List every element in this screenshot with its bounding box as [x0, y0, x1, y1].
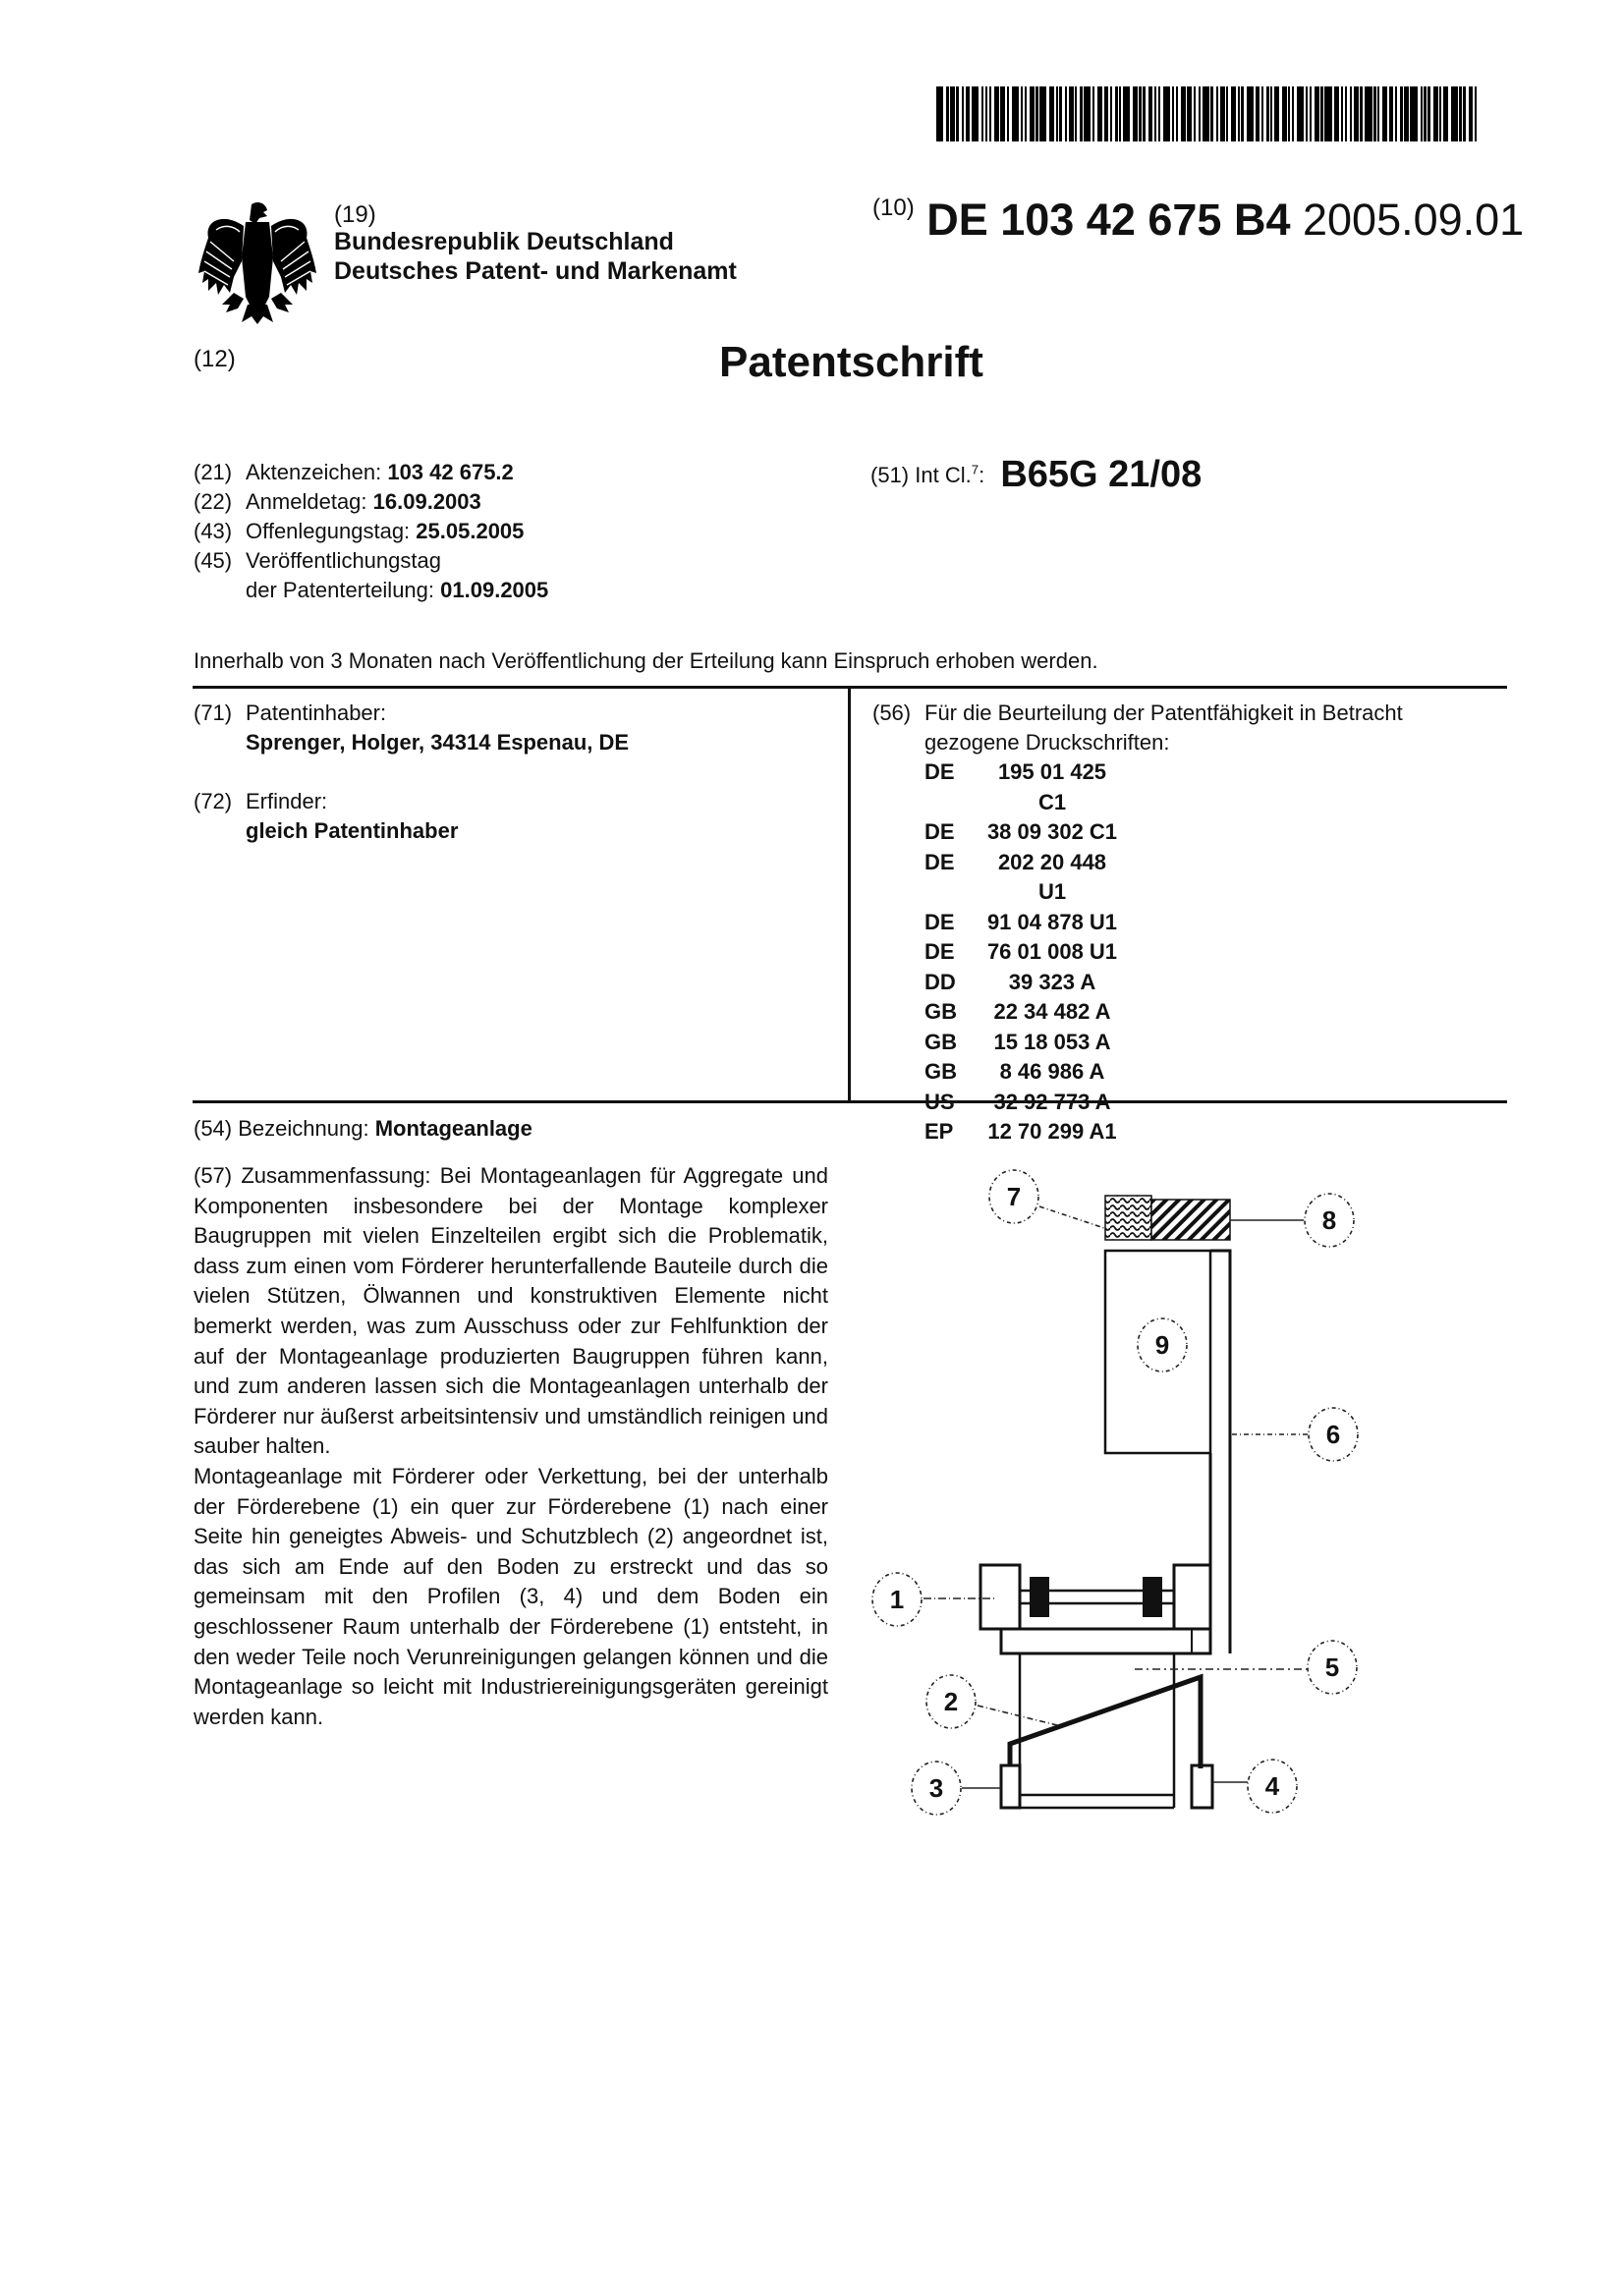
reference-numeral-3: 3 — [928, 1773, 944, 1803]
reference-numeral-6: 6 — [1325, 1420, 1341, 1449]
international-classification — [870, 454, 1202, 496]
citation-number: 15 18 053 A — [993, 1029, 1111, 1054]
citation-country: EP — [924, 1119, 954, 1144]
citation-country: DE — [924, 849, 955, 874]
deflector-plate-2 — [1010, 1677, 1201, 1768]
inid-56: (56) — [872, 700, 912, 725]
reference-numeral-7: 7 — [1006, 1182, 1022, 1211]
abstract-paragraph-1 — [194, 1161, 828, 1462]
citation-number: 91 04 878 U1 — [986, 909, 1118, 934]
title-label: Bezeichnung: — [238, 1116, 369, 1141]
application-number-label: Aktenzeichen: — [246, 460, 382, 484]
citation-country: GB — [924, 1059, 957, 1084]
publication-number: DE 103 42 675 B4 — [926, 195, 1291, 245]
filing-date: 16.09.2003 — [372, 489, 481, 514]
conveyor-left-block — [980, 1565, 1020, 1629]
abstract-paragraph-2: Montageanlage mit Förderer oder Verkettung, bei der unterhalb der Förderebene (1) ein quer zur Förderebene (1) nach einer Seite hin geneigtes Abweis- und Schutzblech (2) angeordnet ist, das sich am Ende auf den Boden zu erstreckt und das so gemeinsam mit den Profilen (3, 4) und dem Boden ein geschlossener Raum unterhalb der Förderebene (1) entsteht, in den weder Teile noch Verunreinigungen gelangen können und die Montageanlage so leicht mit Industriereinigungsgeräten gereinigt werden kann. — [194, 1463, 828, 1729]
citation-country: GB — [924, 999, 957, 1024]
citations-list — [872, 757, 1403, 1148]
profile-4 — [1192, 1765, 1212, 1808]
textured-element-7 — [1105, 1196, 1151, 1240]
citations-column — [872, 699, 1403, 1148]
citations-label: Für die Beurteilung der Patentfähigkeit in Betracht — [924, 700, 1403, 725]
filing-date-row — [194, 487, 548, 517]
citation-row — [872, 937, 1403, 968]
inid-54: (54) — [194, 1116, 233, 1141]
application-number-row — [194, 458, 548, 487]
proprietor-label-row — [194, 699, 629, 728]
inid-43: (43) — [194, 519, 233, 543]
citation-country: DD — [924, 969, 956, 994]
application-number: 103 42 675.2 — [387, 460, 514, 484]
inid-57: (57) — [194, 1163, 233, 1188]
abstract — [194, 1161, 828, 1732]
inid-72: (72) — [194, 789, 233, 813]
citation-number: 202 20 448 U1 — [997, 849, 1107, 904]
int-class-edition: 7 — [971, 462, 979, 477]
document-kind-title: Patentschrift — [719, 338, 983, 386]
citation-row — [872, 817, 1403, 848]
int-class-colon: : — [979, 463, 985, 487]
proprietor-name: Sprenger, Holger, 34314 Espenau, DE — [246, 730, 630, 755]
citation-number: 76 01 008 U1 — [986, 939, 1118, 964]
citation-row — [872, 997, 1403, 1028]
citation-country: DE — [924, 819, 955, 844]
grant-publication-label-2: der Patenterteilung: — [246, 578, 435, 602]
patent-drawing — [865, 1149, 1454, 1837]
laid-open-date-label: Offenlegungstag: — [246, 519, 411, 543]
invention-title: Montageanlage — [374, 1116, 532, 1141]
reference-numeral-4: 4 — [1264, 1771, 1280, 1801]
citation-row — [872, 757, 1403, 817]
patent-office-name: Deutsches Patent- und Markenamt — [334, 257, 737, 285]
country-name: Bundesrepublik Deutschland — [334, 228, 674, 255]
base-plate — [1001, 1629, 1210, 1653]
citation-number: 195 01 425 C1 — [997, 759, 1107, 814]
laid-open-date: 25.05.2005 — [416, 519, 525, 543]
citation-row — [872, 1057, 1403, 1088]
inventor-name: gleich Patentinhaber — [246, 818, 459, 843]
citation-country: DE — [924, 759, 955, 784]
hatched-element-8 — [1151, 1200, 1230, 1240]
inid-71: (71) — [194, 700, 233, 725]
conveyor-right-block — [1174, 1565, 1210, 1629]
citation-number: 32 92 773 A — [993, 1089, 1111, 1114]
reference-numeral-5: 5 — [1324, 1652, 1340, 1682]
citations-label-2: gezogene Druckschriften: — [924, 730, 1170, 755]
proprietor-label: Patentinhaber: — [246, 700, 387, 725]
grant-publication-date: 01.09.2005 — [440, 578, 549, 602]
reference-numeral-2: 2 — [943, 1687, 959, 1716]
reference-numeral-9: 9 — [1154, 1330, 1170, 1360]
federal-eagle-icon — [195, 198, 320, 326]
inventor-label: Erfinder: — [246, 789, 328, 813]
int-class-label: Int Cl. — [915, 463, 972, 487]
inid-21: (21) — [194, 460, 233, 484]
citation-country: GB — [924, 1029, 957, 1054]
citation-row — [872, 968, 1403, 998]
wheel-right — [1143, 1577, 1162, 1617]
abstract-label: Zusammenfassung: — [241, 1163, 431, 1188]
citation-number: 22 34 482 A — [993, 999, 1111, 1024]
publication-number-line — [872, 195, 1524, 246]
parties-column — [194, 699, 629, 846]
citation-row — [872, 848, 1403, 908]
citation-country: DE — [924, 939, 955, 964]
abstract-text-1: Bei Montageanlagen für Aggregate und Komponenten insbesondere bei der Montage komplexer Baugruppen mit vielen Einzelteilen ergibt sich die Problematik, dass zum einen vom Förderer herunterfallende Bauteile durch die vielen Stützen, Ölwannen und konstruktiven Elemente nicht bemerkt werden, was zum Ausschuss oder zur Fehlfunktion der auf der Montageanlage produzierten Baugruppen führen kann, und zum anderen lassen sich die Montageanlagen unterhalb der Förderer nur äußerst arbeitsintensiv und umständlich reinigen und sauber halten. — [194, 1163, 828, 1459]
table-column-divider — [848, 686, 851, 1102]
reference-numeral-1: 1 — [889, 1585, 905, 1614]
citation-number: 12 70 299 A1 — [987, 1119, 1117, 1144]
publication-date: 2005.09.01 — [1302, 195, 1525, 245]
int-class-value: B65G 21/08 — [1000, 454, 1203, 495]
citations-label-row — [872, 699, 1403, 728]
inid-51: (51) — [870, 463, 910, 487]
laid-open-date-row — [194, 517, 548, 546]
citation-country: DE — [924, 909, 955, 934]
citation-number: 8 46 986 A — [999, 1059, 1105, 1084]
inid-12: (12) — [194, 346, 236, 372]
inid-19: (19) — [334, 201, 376, 228]
leader-7 — [1039, 1206, 1104, 1228]
citation-row — [872, 1088, 1403, 1118]
citation-country: US — [924, 1089, 955, 1114]
citation-number: 39 323 A — [1008, 969, 1096, 994]
grant-publication-label: Veröffentlichungstag — [246, 548, 441, 573]
citation-row — [872, 908, 1403, 938]
inid-22: (22) — [194, 489, 233, 514]
citation-row — [872, 1028, 1403, 1058]
citation-row — [872, 1117, 1403, 1148]
reference-numeral-8: 8 — [1321, 1205, 1337, 1235]
inid-45: (45) — [194, 548, 233, 573]
profile-3 — [1001, 1765, 1020, 1808]
inventor-label-row — [194, 787, 629, 816]
opposition-notice: Innerhalb von 3 Monaten nach Veröffentlichung der Erteilung kann Einspruch erhoben werden. — [194, 648, 1098, 673]
floor-lines — [1001, 1795, 1174, 1808]
citation-number: 38 09 302 C1 — [986, 819, 1118, 844]
title-row — [194, 1116, 532, 1142]
wheel-left — [1030, 1577, 1049, 1617]
barcode-icon — [936, 86, 1512, 141]
grant-publication-row — [194, 546, 548, 576]
inid-10: (10) — [872, 195, 915, 221]
filing-date-label: Anmeldetag: — [246, 489, 367, 514]
bibliographic-data — [194, 458, 548, 605]
grant-publication-row-2 — [194, 576, 548, 605]
column-6 — [1210, 1251, 1230, 1653]
